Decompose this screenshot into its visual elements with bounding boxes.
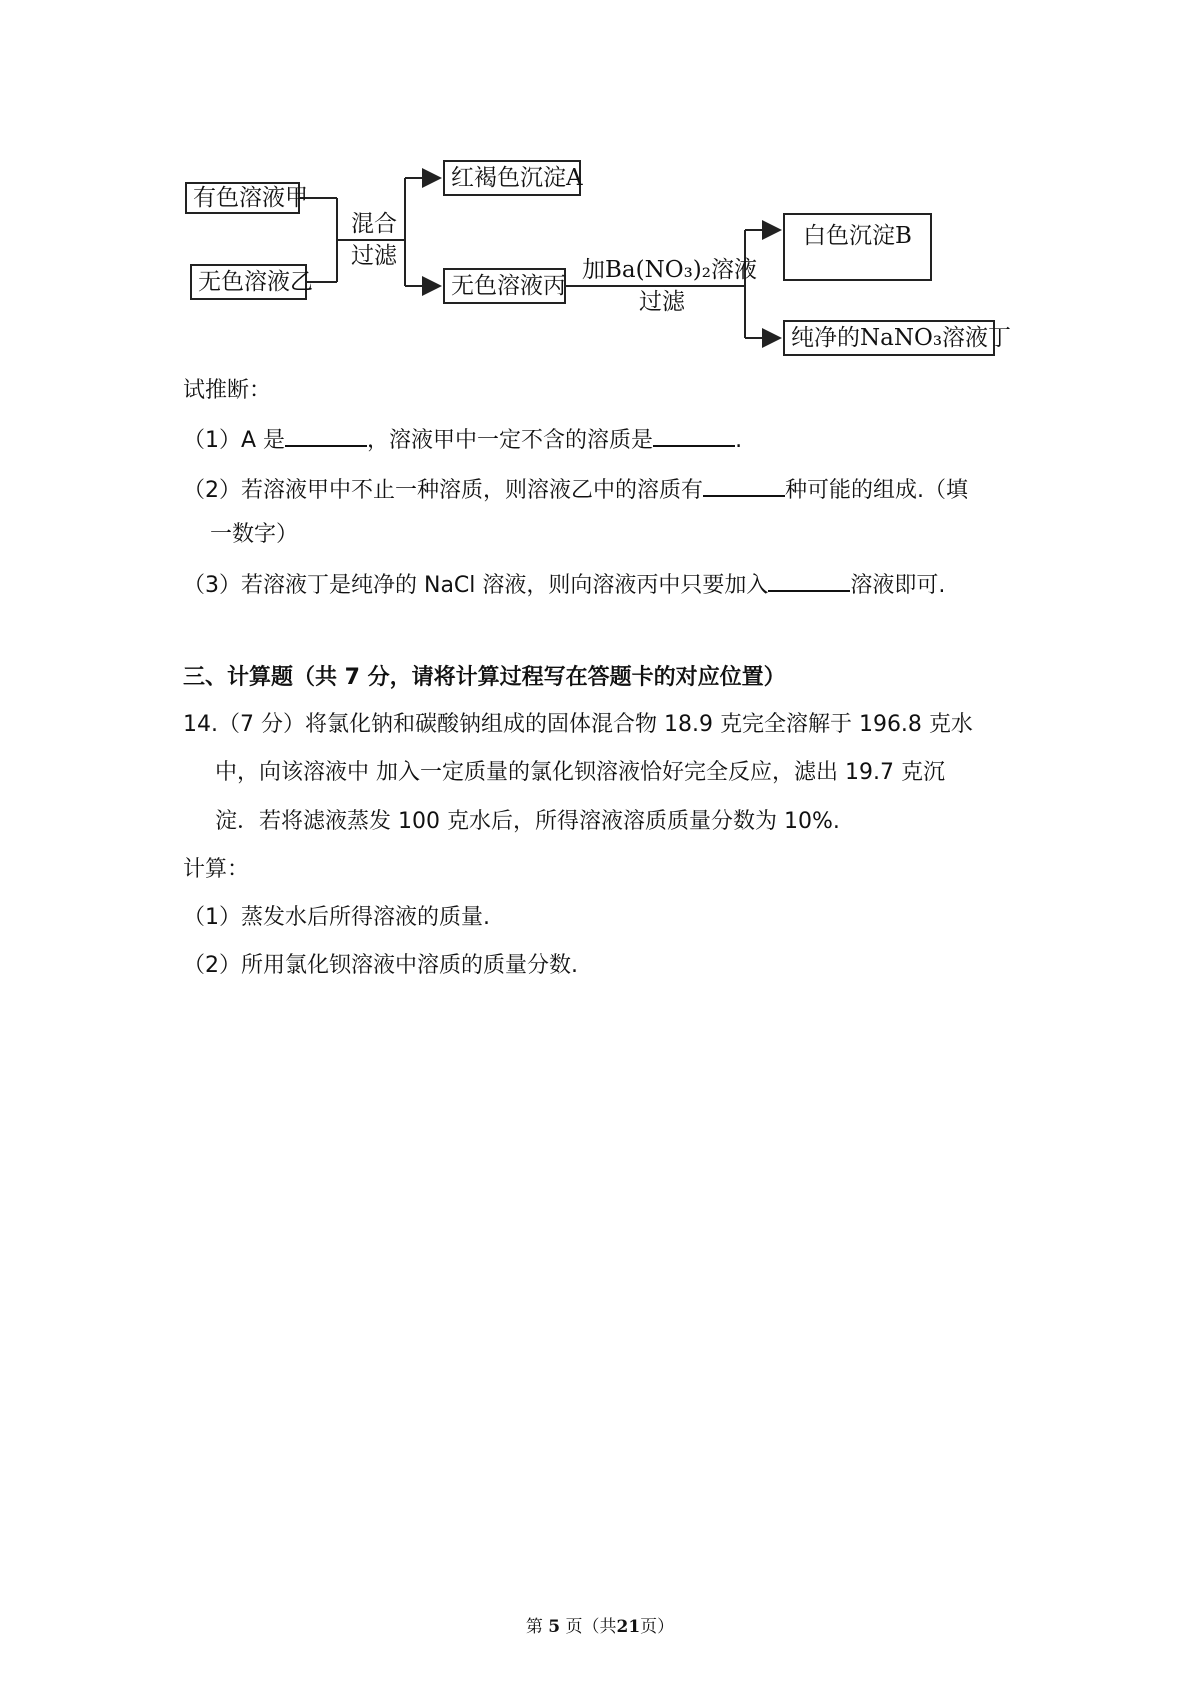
box-solution-bing: 无色溶液丙 (443, 268, 566, 304)
q14-line2: 中，向该溶液中 加入一定质量的氯化钡溶液恰好完全反应，滤出 19.7 克沉 (215, 760, 945, 785)
q13-p3-a: （3）若溶液丁是纯净的 NaCl 溶液，则向溶液丙中只要加入 (183, 573, 769, 598)
q13-p2-a: （2）若溶液甲中不止一种溶质，则溶液乙中的溶质有 (183, 478, 703, 503)
op-mix-filter (345, 208, 403, 272)
footer-total-pages: 21 (616, 1617, 641, 1637)
flow-connectors (0, 0, 1200, 380)
q13-p1-c: . (735, 428, 743, 453)
footer-post: 页） (640, 1617, 675, 1637)
answer-blank[interactable] (703, 473, 785, 497)
page-footer (0, 1612, 1200, 1637)
box-solution-ding: 纯净的NaNO₃溶液丁 (783, 320, 995, 356)
q13-part2-cont: 一数字） (210, 522, 299, 547)
footer-pre: 第 (525, 1617, 543, 1637)
q13-intro: 试推断： (183, 378, 272, 403)
q13-p1-b: ，溶液甲中一定不含的溶质是 (367, 428, 654, 453)
q13-p3-b: 溶液即可. (850, 573, 946, 598)
footer-page-number: 5 (548, 1617, 561, 1637)
q14-calc-1: （1）蒸发水后所得溶液的质量. (183, 905, 490, 930)
q14-line3: 淀．若将滤液蒸发 100 克水后，所得溶液溶质质量分数为 10%. (215, 809, 840, 834)
answer-blank[interactable] (285, 423, 367, 447)
op-add-line1: 加Ba(NO₃)₂溶液 (582, 257, 757, 283)
section-heading: 三、计算题（共 7 分，请将计算过程写在答题卡的对应位置） (183, 665, 786, 690)
op-add-filter (582, 254, 757, 318)
answer-blank[interactable] (653, 423, 735, 447)
box-solution-yi: 无色溶液乙 (190, 264, 307, 300)
op-mix-line2: 过滤 (351, 243, 397, 270)
q14-line1: 14.（7 分）将氯化钠和碳酸钠组成的固体混合物 18.9 克完全溶解于 196.8 克水 (183, 712, 973, 737)
q13-part1 (183, 423, 742, 456)
q13-part3 (183, 568, 945, 601)
box-precipitate-B: 白色沉淀B (783, 213, 932, 281)
q13-p2-b: 种可能的组成.（填 (785, 478, 968, 503)
flow-diagram (0, 0, 1200, 380)
op-mix-line1: 混合 (351, 211, 397, 237)
q13-p1-a: （1）A 是 (183, 428, 286, 453)
q13-part2 (183, 473, 968, 506)
box-precipitate-A: 红褐色沉淀A (443, 160, 581, 196)
box-solution-jia: 有色溶液甲 (185, 182, 300, 214)
answer-blank[interactable] (768, 568, 850, 592)
op-add-line2: 过滤 (639, 289, 685, 316)
q14-calc-2: （2）所用氯化钡溶液中溶质的质量分数. (183, 953, 578, 978)
q14-calc-label: 计算： (183, 857, 250, 882)
footer-mid: 页（共 (565, 1617, 617, 1637)
